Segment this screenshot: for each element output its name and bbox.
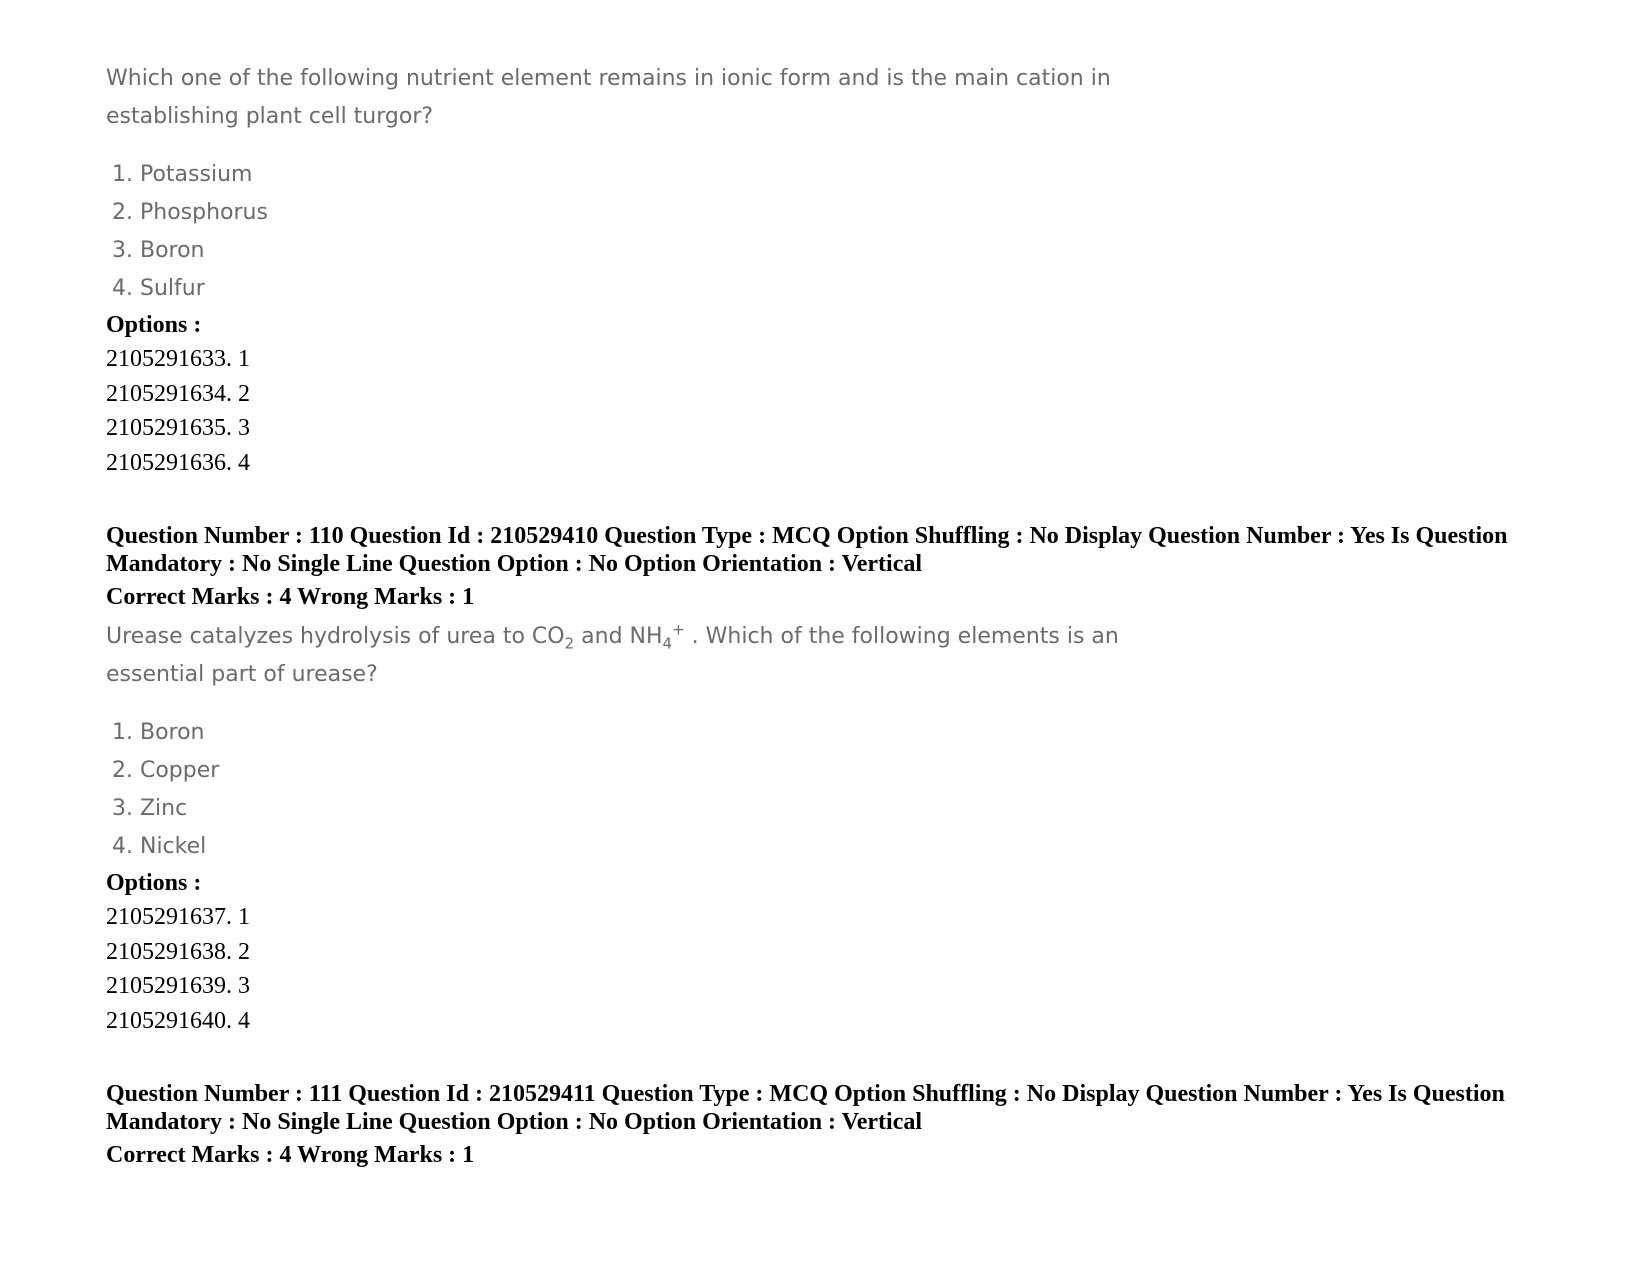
- option-id-item: 2105291637. 1: [106, 904, 250, 930]
- question-text-part: . Which of the following elements is an essential part of urease?: [106, 624, 1119, 687]
- choice-item: 1. Boron: [112, 720, 205, 745]
- choice-item: 2. Copper: [112, 758, 220, 783]
- option-ids: [106, 342, 1546, 480]
- question-text: [106, 618, 1166, 694]
- question-110: [106, 522, 1546, 1038]
- subscript: 2: [564, 634, 575, 653]
- document-page: [106, 60, 1546, 1172]
- choice-item: 1. Potassium: [112, 162, 253, 187]
- question-meta: Question Number : 110 Question Id : 210529410 Question Type : MCQ Option Shuffling : No Display Question Number : Yes Is Question Mandatory : No Single Line Question Option : No Option Orientation : Vertical: [106, 523, 1508, 577]
- option-id-item: 2105291634. 2: [106, 380, 250, 407]
- choice-item: 3. Zinc: [112, 796, 188, 821]
- choice-item: 4. Nickel: [112, 834, 207, 859]
- superscript: +: [672, 620, 685, 639]
- option-id-item: 2105291640. 4: [106, 1007, 250, 1034]
- option-id-item: 2105291636. 4: [106, 449, 250, 476]
- choice-item: 3. Boron: [112, 238, 205, 263]
- question-marks: Correct Marks : 4 Wrong Marks : 1: [106, 1142, 475, 1168]
- question-111: [106, 1080, 1546, 1172]
- option-id-item: 2105291639. 3: [106, 973, 250, 999]
- options-label: Options :: [106, 870, 202, 896]
- option-id-item: 2105291635. 3: [106, 415, 250, 441]
- question-text-part: and NH: [574, 624, 663, 649]
- answer-choices: [106, 714, 1546, 866]
- question-109: [106, 60, 1546, 480]
- answer-choices: [106, 156, 1546, 308]
- option-id-item: 2105291633. 1: [106, 346, 250, 372]
- options-label: Options :: [106, 312, 202, 338]
- option-ids: [106, 900, 1546, 1038]
- question-text-part: Urease catalyzes hydrolysis of urea to CO: [106, 624, 565, 649]
- question-text: Which one of the following nutrient element remains in ionic form and is the main cation in establishing plant cell turgor?: [106, 66, 1111, 129]
- question-marks: Correct Marks : 4 Wrong Marks : 1: [106, 584, 475, 610]
- choice-item: 4. Sulfur: [112, 276, 205, 301]
- choice-item: 2. Phosphorus: [112, 200, 268, 225]
- subscript: 4: [662, 634, 673, 653]
- question-meta: Question Number : 111 Question Id : 210529411 Question Type : MCQ Option Shuffling : No Display Question Number : Yes Is Question Mandatory : No Single Line Question Option : No Option Orientation : Vertical: [106, 1081, 1505, 1135]
- option-id-item: 2105291638. 2: [106, 938, 250, 965]
